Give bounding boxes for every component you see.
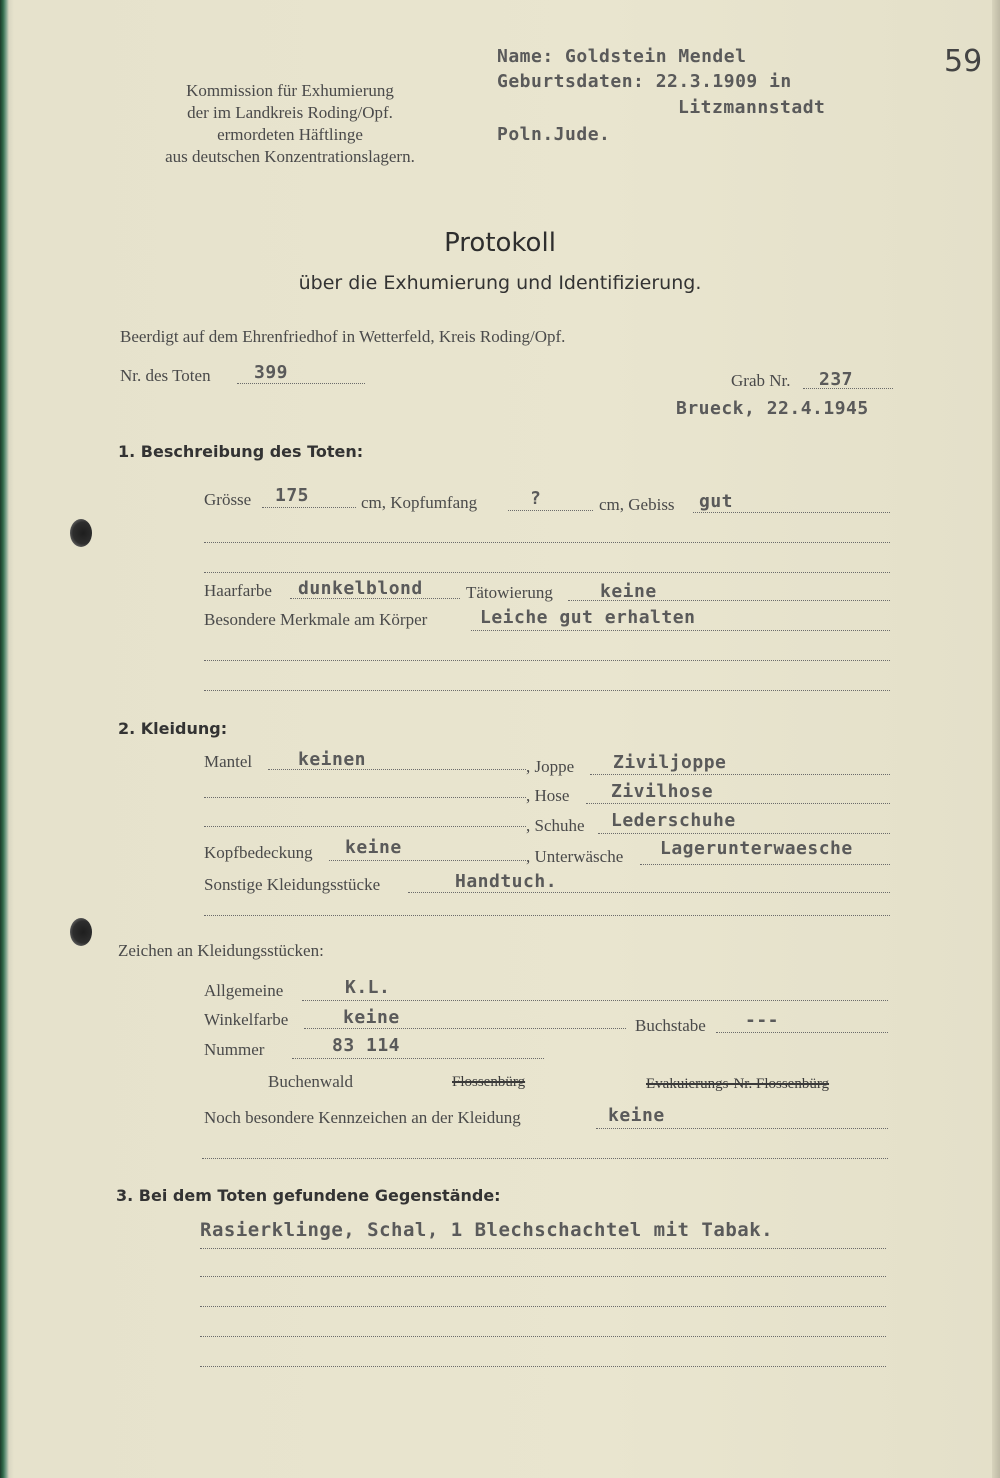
number-line — [292, 1058, 544, 1059]
height-value: 175 — [275, 485, 310, 506]
hair-color-value: dunkelblond — [298, 578, 423, 599]
nationality: Poln.Jude. — [497, 124, 611, 145]
height-label: Grösse — [204, 490, 252, 509]
teeth-value: gut — [699, 491, 734, 512]
letter-line — [716, 1032, 888, 1033]
triangle-color-line — [304, 1028, 626, 1029]
underwear-value: Lagerunterwaesche — [660, 838, 853, 859]
blank-line — [200, 1306, 886, 1307]
blank-line — [204, 690, 890, 691]
protocol-subtitle: über die Exhumierung und Identifizierung. — [298, 272, 702, 294]
blank-line — [204, 915, 890, 916]
clothing-marks-heading: Zeichen an Kleidungsstücken: — [118, 941, 324, 960]
triangle-color-value: keine — [343, 1007, 400, 1028]
blank-line — [204, 572, 890, 573]
punch-hole-top — [70, 519, 92, 547]
shoes-label: , Schuhe — [526, 816, 585, 835]
general-mark-label: Allgemeine — [204, 981, 284, 1000]
special-marks-value: keine — [608, 1105, 665, 1126]
triangle-color-label: Winkelfarbe — [204, 1010, 289, 1029]
other-clothing-label: Sonstige Kleidungsstücke — [204, 875, 381, 894]
headwear-value: keine — [345, 837, 402, 858]
other-clothing-line — [408, 892, 890, 893]
burial-place: Beerdigt auf dem Ehrenfriedhof in Wetterfeld, Kreis Roding/Opf. — [120, 327, 566, 346]
protocol-title: Protokoll — [444, 228, 556, 258]
number-label: Nummer — [204, 1040, 265, 1059]
letter-value: --- — [745, 1010, 780, 1031]
trousers-value: Zivilhose — [611, 781, 714, 802]
special-marks-line — [596, 1128, 888, 1129]
blank-line — [204, 826, 526, 827]
birth-line: Geburtsdaten: 22.3.1909 in — [497, 71, 792, 92]
punch-hole-bottom — [70, 918, 92, 946]
teeth-label: cm, Gebiss — [599, 495, 675, 514]
jacket-value: Ziviljoppe — [613, 752, 727, 773]
headwear-label: Kopfbedeckung — [204, 843, 313, 862]
shoes-value: Lederschuhe — [611, 810, 736, 831]
underwear-label: , Unterwäsche — [526, 847, 624, 866]
dead-number-line — [237, 383, 365, 384]
head-circumference-label: cm, Kopfumfang — [361, 493, 478, 512]
special-marks-label: Noch besondere Kennzeichen an der Kleidung — [204, 1108, 521, 1127]
head-circumference-value: ? — [530, 488, 542, 509]
blank-line — [204, 660, 890, 661]
body-marks-value: Leiche gut erhalten — [480, 607, 696, 628]
shoes-line — [598, 833, 890, 834]
teeth-line — [693, 512, 890, 513]
section-2-heading: 2. Kleidung: — [118, 719, 228, 738]
trousers-line — [586, 803, 890, 804]
evacuation-number-struck: Evakuierungs-Nr. Flossenbürg — [646, 1076, 830, 1092]
blank-line — [200, 1336, 886, 1337]
page-edge — [992, 0, 1000, 1478]
camp-buchenwald: Buchenwald — [268, 1072, 353, 1091]
blank-line — [200, 1366, 886, 1367]
dead-number-label: Nr. des Toten — [120, 366, 211, 385]
commission-line: ermordeten Häftlinge — [217, 125, 363, 144]
found-items-line — [200, 1248, 886, 1249]
place-date: Brueck, 22.4.1945 — [676, 398, 869, 419]
dead-number-value: 399 — [254, 362, 289, 383]
tattoo-label: Tätowierung — [466, 583, 553, 602]
section-3-heading: 3. Bei dem Toten gefundene Gegenstände: — [116, 1186, 501, 1205]
camp-flossenbuerg-struck: Flossenbürg — [452, 1074, 526, 1090]
commission-line: aus deutschen Konzentrationslagern. — [165, 147, 415, 166]
blank-line — [204, 797, 526, 798]
coat-label: Mantel — [204, 752, 253, 771]
blank-line — [202, 1158, 888, 1159]
tattoo-value: keine — [600, 581, 657, 602]
section-1-heading: 1. Beschreibung des Toten: — [118, 442, 364, 461]
underwear-line — [640, 864, 890, 865]
jacket-line — [590, 774, 890, 775]
body-marks-line — [471, 630, 890, 631]
number-value: 83 114 — [332, 1035, 401, 1056]
found-items-value: Rasierklinge, Schal, 1 Blechschachtel mit Tabak. — [200, 1219, 774, 1241]
height-line — [262, 507, 356, 508]
other-clothing-value: Handtuch. — [455, 871, 558, 892]
commission-header — [140, 80, 440, 168]
commission-line: der im Landkreis Roding/Opf. — [187, 103, 393, 122]
hair-color-label: Haarfarbe — [204, 581, 272, 600]
commission-line: Kommission für Exhumierung — [186, 81, 394, 100]
birth-place: Litzmannstadt — [678, 97, 826, 118]
head-circumference-line — [508, 510, 593, 511]
body-marks-label: Besondere Merkmale am Körper — [204, 610, 428, 629]
jacket-label: , Joppe — [526, 757, 575, 776]
general-mark-line — [302, 1000, 888, 1001]
trousers-label: , Hose — [526, 786, 570, 805]
grave-number-label: Grab Nr. — [731, 371, 791, 390]
blank-line — [204, 542, 890, 543]
blank-line — [200, 1276, 886, 1277]
coat-value: keinen — [298, 749, 367, 770]
headwear-line — [329, 860, 526, 861]
name-line: Name: Goldstein Mendel — [497, 46, 747, 67]
general-mark-value: K.L. — [345, 977, 391, 998]
grave-number-value: 237 — [819, 369, 854, 390]
page-number: 59 — [944, 44, 983, 79]
letter-label: Buchstabe — [635, 1016, 706, 1035]
